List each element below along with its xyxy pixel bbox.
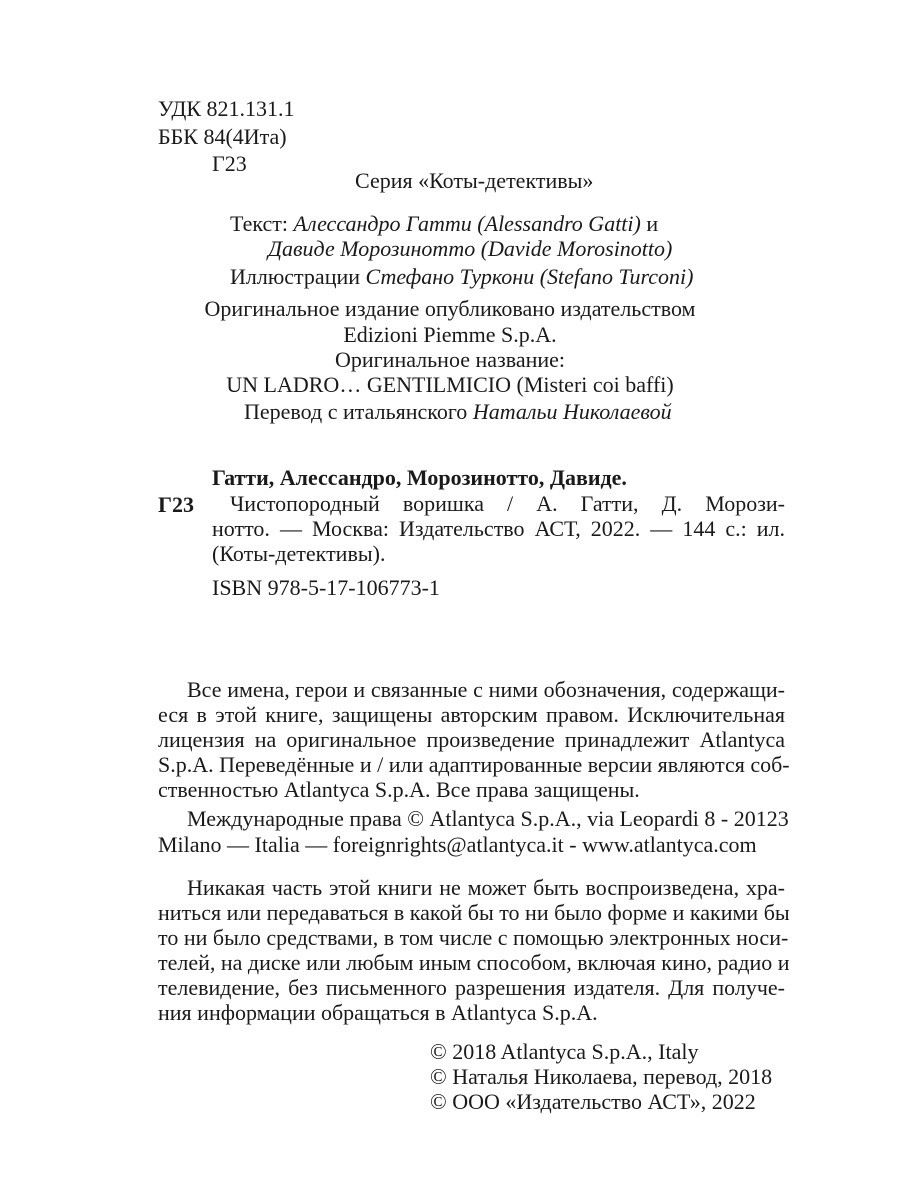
text-credit-line	[230, 211, 658, 237]
intl-rights-line-2: Milano — Italia — foreignrights@atlantyca.it - www.atlantyca.com	[158, 832, 757, 857]
reproduction-line-3: то ни было средствами, в том числе с помощью электронных носи-	[158, 925, 789, 950]
catalog-mark: Г23	[158, 492, 194, 517]
catalog-line-2: нотто. — Москва: Издательство АСТ, 2022. — 144 с.: ил.	[212, 516, 785, 541]
copyright-line-2: © Наталья Николаева, перевод, 2018	[430, 1064, 773, 1089]
rights-line-4: S.p.A. Переведённые и / или адаптированные версии являются соб-	[158, 752, 790, 777]
and-word: и	[640, 211, 659, 236]
reproduction-line-2: ниться или передаваться в какой бы то ни было форме и какими бы	[158, 900, 790, 925]
translation-credit-line	[244, 399, 672, 425]
original-title-label: Оригинальное название:	[334, 347, 566, 372]
original-title: UN LADRO… GENTILMICIO (Misteri coi baffi)	[226, 372, 674, 397]
original-publisher-line-1: Оригинальное издание опубликовано издательством	[204, 296, 696, 321]
reproduction-line-6: ния информации обращаться в Atlantyca S.p.A.	[158, 1000, 598, 1025]
text-label: Текст:	[230, 211, 294, 236]
intl-rights-line-1: Международные права © Atlantyca S.p.A., via Leopardi 8 - 20123	[187, 806, 789, 831]
rights-line-3: лицензия на оригинальное произведение принадлежит Atlantyca	[158, 727, 785, 752]
copyright-line-3: © ООО «Издательство АСТ», 2022	[430, 1089, 756, 1114]
catalog-line-1: Чистопородный воришка / А. Гатти, Д. Морози-	[230, 491, 785, 516]
author-2	[268, 236, 672, 262]
catalog-line-3: (Коты-детективы).	[212, 541, 386, 566]
illustrations-label: Иллюстрации	[230, 264, 366, 289]
author-mark: Г23	[212, 151, 247, 176]
reproduction-line-1: Никакая часть этой книги не может быть воспроизведена, хра-	[187, 875, 785, 900]
copyright-line-1: © 2018 Atlantyca S.p.A., Italy	[430, 1039, 699, 1064]
reproduction-line-5: телевидение, без письменного разрешения издателя. Для получе-	[158, 975, 785, 1000]
series-title: Серия «Коты-детективы»	[355, 168, 594, 193]
bbk-code: ББК 84(4Ита)	[158, 124, 287, 149]
illustrator-name: Стефано Туркони (Stefano Turconi)	[365, 264, 694, 289]
author-2-name: Давиде Морозинотто (Davide Morosinotto)	[268, 236, 673, 261]
rights-line-5: ственностью Atlantyca S.p.A. Все права защищены.	[158, 777, 640, 802]
author-1: Алессандро Гатти (Alessandro Gatti)	[293, 211, 641, 236]
rights-line-1: Все имена, герои и связанные с ними обозначения, содержащи-	[187, 677, 785, 702]
catalog-heading: Гатти, Алессандро, Морозинотто, Давиде.	[212, 465, 627, 490]
translator-name: Натальи Николаевой	[472, 399, 672, 424]
isbn: ISBN 978-5-17-106773-1	[212, 575, 440, 600]
original-publisher-line-2: Edizioni Piemme S.p.A.	[343, 322, 557, 347]
illustrations-credit-line	[230, 264, 693, 290]
udk-code: УДК 821.131.1	[158, 96, 295, 121]
translation-label: Перевод с итальянского	[244, 399, 473, 424]
reproduction-line-4: телей, на диске или любым иным способом, включая кино, радио и	[158, 950, 790, 975]
rights-line-2: еся в этой книге, защищены авторским правом. Исключительная	[158, 702, 785, 727]
